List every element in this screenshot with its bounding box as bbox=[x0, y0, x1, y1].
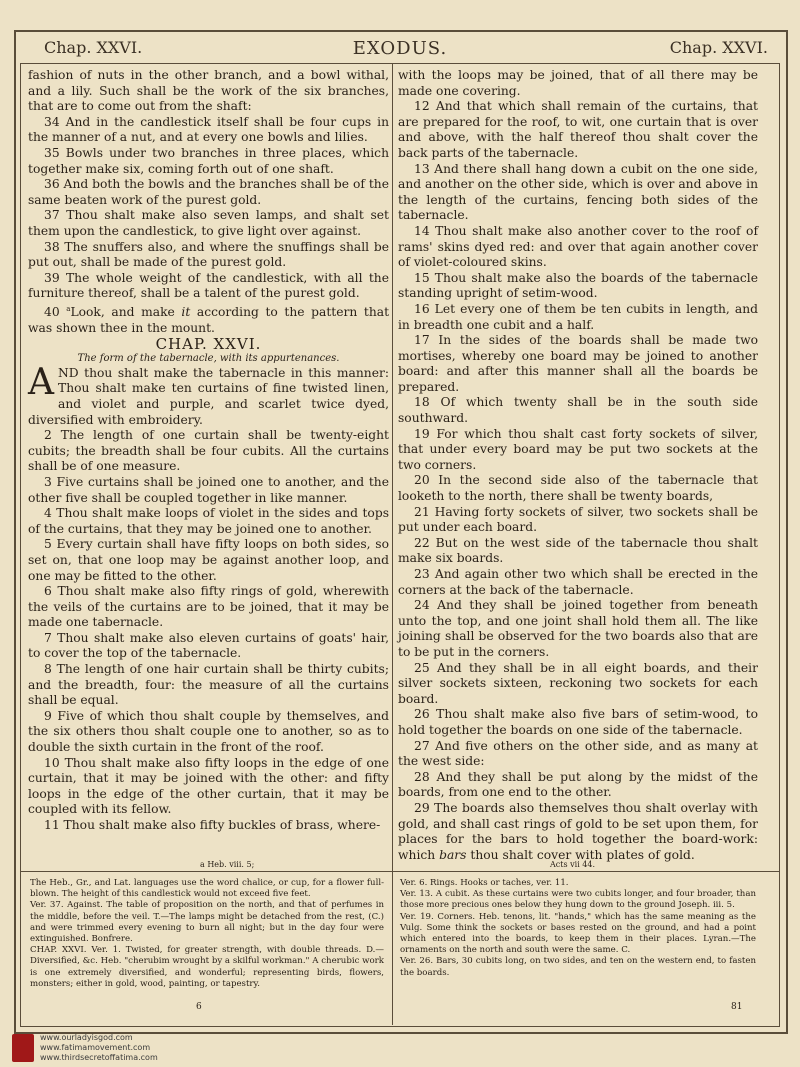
verse-14: 14 Thou shalt make also another cover to the roof of rams' skins dyed red: and over that again another cover of violet-coloured skins. bbox=[398, 223, 758, 270]
verse-text: fashion of nuts in the other branch, and a bowl withal, and a lily. Such shall be the work of the six branches, that are to come out from the shaft: bbox=[28, 68, 389, 114]
crossref-right: Acts vii 44. bbox=[550, 860, 596, 869]
verse-1-text: ND thou shalt make the tabernacle in this manner: Thou shalt make ten curtains of fine twisted linen, and violet and purple, and scarlet twice dyed, diversified with embroidery. bbox=[28, 365, 389, 427]
right-column bbox=[398, 68, 758, 863]
header-chapter-left: Chap. XXVI. bbox=[44, 38, 143, 57]
verse-40-text: Look, and make bbox=[70, 305, 182, 319]
verse-23: 23 And again other two which shall be erected in the corners at the back of the tabernacle. bbox=[398, 567, 758, 597]
verse-27: 27 And five others on the other side, and as many at the west side: bbox=[398, 738, 758, 769]
watermark-url-3[interactable]: www.thirdsecretoffatima.com bbox=[40, 1053, 158, 1062]
commentary-right bbox=[400, 878, 756, 979]
verse-39: 39 The whole weight of the candlestick, with all the furniture thereof, shall be a talent of the purest gold. bbox=[28, 270, 389, 301]
verse-16: 16 Let every one of them be ten cubits in length, and in breadth one cubit and a half. bbox=[398, 301, 758, 332]
page-number-right: 81 bbox=[731, 1002, 743, 1012]
verse-4: 4 Thou shalt make loops of violet in the sides and tops of the curtains, that they may be joined one to another. bbox=[28, 506, 389, 536]
note: Ver. 19. Corners. Heb. tenons, lit. "hands," which has the same meaning as the Vulg. Some think the sockets or bases rested on the ground, and had a point which entered into the boards, to keep them in their places. Lyran.—The ornaments on the north and south were the same. C. bbox=[400, 911, 756, 956]
verse-35: 35 Bowls under two branches in three places, which together make six, coming forth out of one shaft. bbox=[28, 145, 389, 176]
verse-36: 36 And both the bowls and the branches shall be of the same beaten work of the purest gold. bbox=[28, 177, 389, 207]
crossref-left: a Heb. viii. 5; bbox=[200, 860, 255, 869]
watermark-url-1[interactable]: www.ourladyisgod.com bbox=[40, 1033, 133, 1042]
header-chapter-right: Chap. XXVI. bbox=[669, 38, 768, 57]
verse-15: 15 Thou shalt make also the boards of the tabernacle standing upright of setim-wood. bbox=[398, 270, 758, 301]
verse-26: 26 Thou shalt make also five bars of setim-wood, to hold together the boards on one side of the tabernacle. bbox=[398, 707, 758, 737]
verse-38: 38 The snuffers also, and where the snuffings shall be put out, shall be made of the purest gold. bbox=[28, 239, 389, 270]
verse-11: 11 Thou shalt make also fifty buckles of brass, where- bbox=[44, 818, 381, 832]
shield-logo-icon bbox=[12, 1034, 34, 1062]
verse-40-text-end: according to the pattern that was shown thee in the mount. bbox=[28, 305, 390, 335]
note: CHAP. XXVI. Ver. 1. Twisted, for greater strength, with double threads. D.—Diversified, &c. Heb. "cherubim wrought by a skilful workman." A cherubic work is one extremely diversified, and wonderful; representing birds, flowers, monsters; either in gold, wood, painting, or tapestry. bbox=[30, 945, 384, 989]
left-column bbox=[28, 68, 389, 834]
note: Ver. 37. Against. The table of proposition on the north, and that of perfumes in the middle, before the veil. T.—The lamps might be detached from the rest, (C.) and were trimmed every evening to burn all night; but in the day four were extinguished. Bonfrere. bbox=[30, 900, 384, 945]
verse-40-number: 40 bbox=[44, 305, 67, 319]
chapter-summary: The form of the tabernacle, with its appurtenances. bbox=[77, 352, 340, 364]
verse-9: 9 Five of which thou shalt couple by themselves, and the six others thou shalt couple one to another, so as to double the sixth curtain in the front of the roof. bbox=[28, 708, 389, 755]
notes-divider bbox=[20, 871, 780, 872]
watermark-links bbox=[40, 1033, 158, 1063]
verse-8: 8 The length of one hair curtain shall be thirty cubits; and the breadth, four: the measure of all the curtains shall be equal. bbox=[28, 662, 389, 708]
verse-5: 5 Every curtain shall have fifty loops on both sides, so set on, that one loop may be against another loop, and one may be fitted to the other. bbox=[28, 537, 389, 583]
notes-column-divider bbox=[392, 872, 393, 1025]
column-divider bbox=[392, 63, 393, 871]
chapter-heading: CHAP. XXVI. bbox=[155, 335, 262, 354]
header-book-title: EXODUS. bbox=[352, 38, 448, 59]
verse-22: 22 But on the west side of the tabernacle thou shalt make six boards. bbox=[398, 535, 758, 566]
verse-34: 34 And in the candlestick itself shall be four cups in the manner of a nut, and at every one bowls and lilies. bbox=[28, 114, 389, 145]
page-number-left: 6 bbox=[196, 1002, 202, 1012]
verse-7: 7 Thou shalt make also eleven curtains of goats' hair, to cover the top of the tabernacle. bbox=[28, 630, 389, 661]
verse-25: 25 And they shall be in all eight boards, and their silver sockets sixteen, reckoning two sockets for each board. bbox=[398, 660, 758, 706]
header-rule bbox=[20, 63, 780, 64]
note: The Heb., Gr., and Lat. languages use the word chalice, or cup, for a flower full-blown. The height of this candlestick would not exceed five feet. bbox=[30, 878, 384, 900]
note: Ver. 26. Bars, 30 cubits long, on two sides, and ten on the western end, to fasten the boards. bbox=[400, 956, 756, 978]
commentary-left bbox=[30, 878, 384, 990]
verse-13: 13 And there shall hang down a cubit on the one side, and another on the other side, which is over and above in the length of the curtains, fencing both sides of the tabernacle. bbox=[398, 161, 758, 223]
verse-text: with the loops may be joined, that of all there may be made one covering. bbox=[398, 68, 758, 98]
verse-18: 18 Of which twenty shall be in the south side southward. bbox=[398, 395, 758, 426]
verse-3: 3 Five curtains shall be joined one to another, and the other five shall be coupled together in like manner. bbox=[28, 474, 389, 505]
verse-29-text: 29 The boards also themselves thou shalt overlay with gold, and shall cast rings of gold to be set upon them, for places for the bars to hold together the board-work: which bbox=[398, 800, 758, 862]
verse-17: 17 In the sides of the boards shall be made two mortises, whereby one board may be joined to another board: and after this manner shall all the boards be prepared. bbox=[398, 333, 758, 394]
watermark-url-2[interactable]: www.fatimamovement.com bbox=[40, 1043, 151, 1052]
verse-21: 21 Having forty sockets of silver, two sockets shall be put under each board. bbox=[398, 504, 758, 535]
verse-40-italic: it bbox=[181, 305, 191, 319]
verse-24: 24 And they shall be joined together from beneath unto the top, and one joint shall hold them all. The like joining shall be observed for the two boards also that are to be put in the corners. bbox=[398, 598, 758, 659]
verse-1 bbox=[28, 361, 389, 428]
verse-12: 12 And that which shall remain of the curtains, that are prepared for the roof, to wit, one curtain that is over and above, with the half thereof thou shalt cover the back parts of the tabernacle. bbox=[398, 99, 758, 160]
verse-28: 28 And they shall be put along by the midst of the boards, from one end to the other. bbox=[398, 769, 758, 800]
verse-40 bbox=[28, 302, 389, 336]
note: Ver. 13. A cubit. As these curtains were two cubits longer, and four broader, than those more precious ones below they hung down to the ground Joseph. iii. 5. bbox=[400, 889, 756, 911]
verse-29 bbox=[398, 801, 758, 863]
verse-29-italic: bars bbox=[439, 847, 467, 862]
note: Ver. 6. Rings. Hooks or taches, ver. 11. bbox=[400, 878, 569, 888]
verse-2: 2 The length of one curtain shall be twenty-eight cubits; the breadth shall be four cubits. All the curtains shall be of one measure. bbox=[28, 428, 389, 474]
verse-37: 37 Thou shalt make also seven lamps, and shalt set them upon the candlestick, to give light over against. bbox=[28, 208, 389, 238]
verse-19: 19 For which thou shalt cast forty sockets of silver, that under every board may be put two sockets at the two corners. bbox=[398, 426, 758, 472]
crossref-marker: a bbox=[66, 304, 71, 313]
verse-10: 10 Thou shalt make also fifty loops in the edge of one curtain, that it may be joined with the other: and fifty loops in the edge of the other curtain, that it may be coupled with its fellow. bbox=[28, 755, 389, 817]
verse-29-text-end: thou shalt cover with plates of gold. bbox=[466, 847, 695, 862]
verse-6: 6 Thou shalt make also fifty rings of gold, wherewith the veils of the curtains are to be joined, that it may be made one tabernacle. bbox=[28, 584, 389, 630]
website-watermark bbox=[12, 1032, 272, 1064]
verse-20: 20 In the second side also of the tabernacle that looketh to the north, there shall be twenty boards, bbox=[398, 473, 758, 504]
drop-cap: A bbox=[28, 361, 54, 403]
